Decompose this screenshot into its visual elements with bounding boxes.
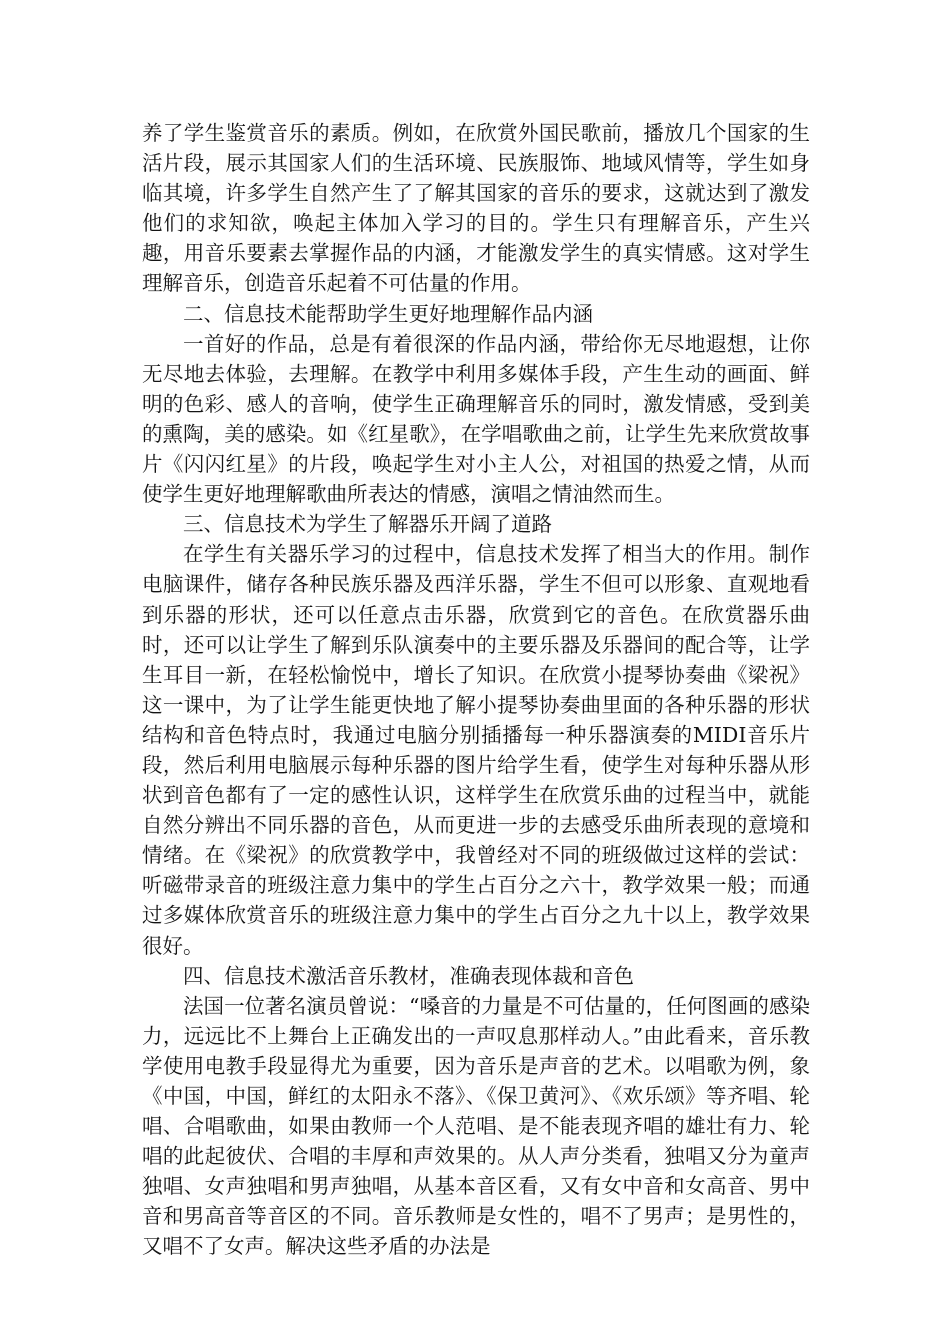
paragraph-section-3: 在学生有关器乐学习的过程中，信息技术发挥了相当大的作用。制作电脑课件，储存各种民族乐器及西洋乐器，学生不但可以形象、直观地看到乐器的形状，还可以任意点击乐器，欣赏到它的音色。在欣赏器乐曲时，还可以让学生了解到乐队演奏中的主要乐器及乐器间的配合等，让学生耳目一新，在轻松愉悦中，增长了知识。在欣赏小提琴协奏曲《梁祝》这一课中，为了让学生能更快地了解小提琴协奏曲里面的各种乐器的形状结构和音色特点时，我通过电脑分别插播每一种乐器演奏的MIDI音乐片段，然后利用电脑展示每种乐器的图片给学生看，使学生对每种乐器从形状到音色都有了一定的感性认识，这样学生在欣赏乐曲的过程当中，就能自然分辨出不同乐器的音色，从而更进一步的去感受乐曲所表现的意境和情绪。在《梁祝》的欣赏教学中，我曾经对不同的班级做过这样的尝试：听磁带录音的班级注意力集中的学生占百分之六十，教学效果一般；而通过多媒体欣赏音乐的班级注意力集中的学生占百分之九十以上，教学效果很好。 xyxy=(142,542,810,958)
paragraph-section-2: 一首好的作品，总是有着很深的作品内涵，带给你无尽地遐想，让你无尽地去体验，去理解。在教学中利用多媒体手段，产生生动的画面、鲜明的色彩、感人的音响，使学生正确理解音乐的同时，激发情感，受到美的熏陶，美的感染。如《红星歌》，在学唱歌曲之前，让学生先来欣赏故事片《闪闪红星》的片段，唤起学生对小主人公，对祖国的热爱之情，从而使学生更好地理解歌曲所表达的情感，演唱之情油然而生。 xyxy=(142,331,810,507)
paragraph-section-4: 法国一位著名演员曾说：“嗓音的力量是不可估量的，任何图画的感染力，远远比不上舞台上正确发出的一声叹息那样动人。”由此看来，音乐教学使用电教手段显得尤为重要，因为音乐是声音的艺术。以唱歌为例，象《中国，中国，鲜红的太阳永不落》、《保卫黄河》、《欢乐颂》等齐唱、轮唱、合唱歌曲，如果由教师一个人范唱、是不能表现齐唱的雄壮有力、轮唱的此起彼伏、合唱的丰厚和声效果的。从人声分类看，独唱又分为童声独唱、女声独唱和男声独唱，从基本音区看，又有女中音和女高音、男中音和男高音等音区的不同。音乐教师是女性的，唱不了男声；是男性的，又唱不了女声。解决这些矛盾的办法是 xyxy=(142,993,810,1259)
section-heading-4: 四、信息技术激活音乐教材，准确表现体裁和音色 xyxy=(183,963,634,988)
section-heading-2: 二、信息技术能帮助学生更好地理解作品内涵 xyxy=(183,301,593,326)
section-heading-3: 三、信息技术为学生了解器乐开阔了道路 xyxy=(183,512,552,537)
paragraph-intro-continuation: 养了学生鉴赏音乐的素质。例如，在欣赏外国民歌前，播放几个国家的生活片段，展示其国家人们的生活环境、民族服饰、地域风情等，学生如身临其境，许多学生自然产生了了解其国家的音乐的要求，这就达到了激发他们的求知欲，唤起主体加入学习的目的。学生只有理解音乐，产生兴趣，用音乐要素去掌握作品的内涵，才能激发学生的真实情感。这对学生理解音乐，创造音乐起着不可估量的作用。 xyxy=(142,121,810,296)
document-page xyxy=(142,118,810,1262)
